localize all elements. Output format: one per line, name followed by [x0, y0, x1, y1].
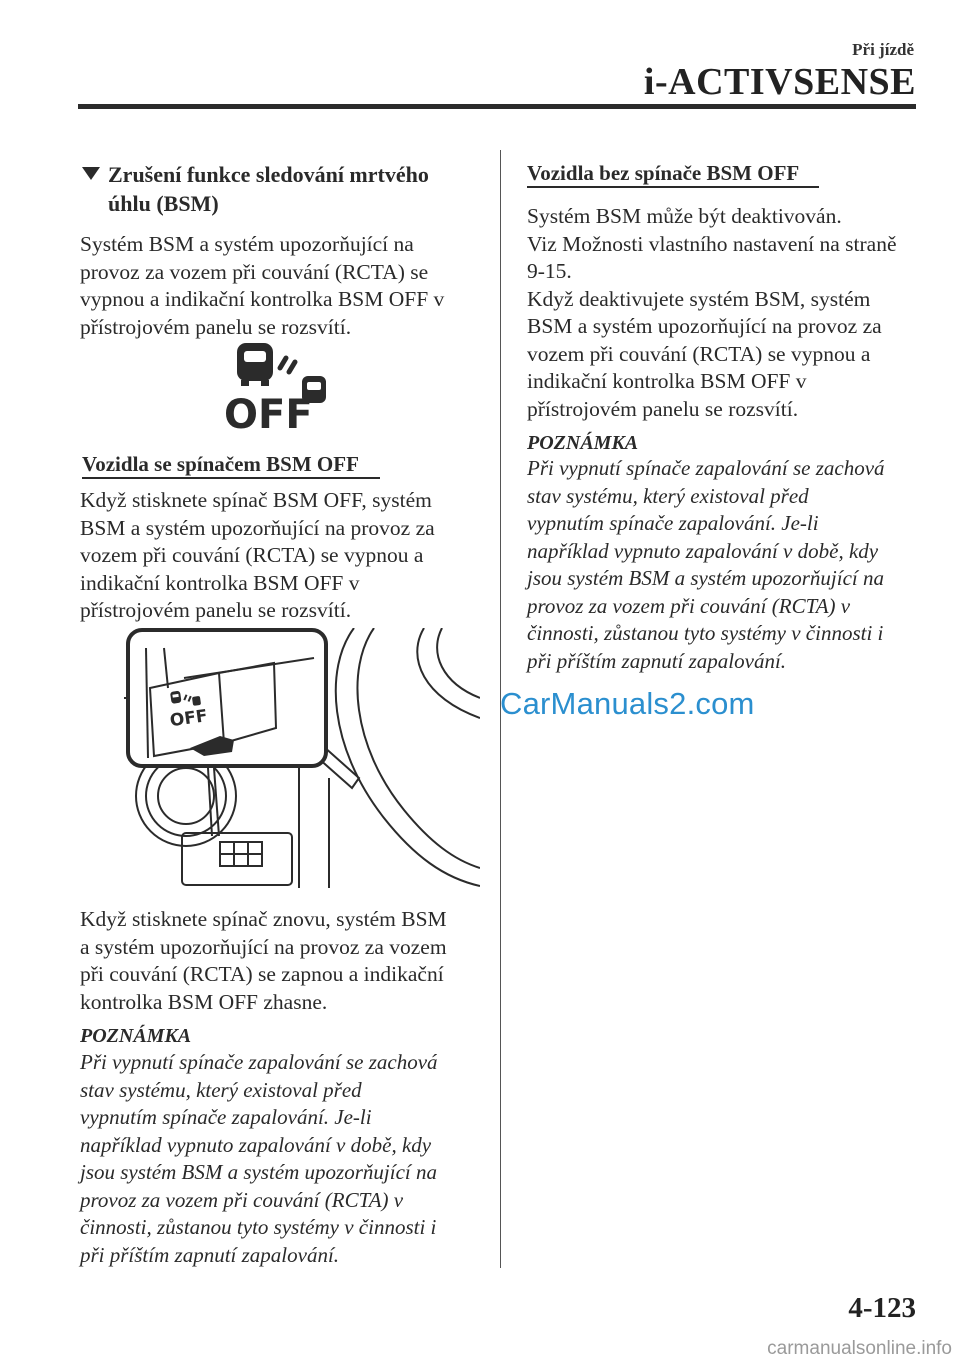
note-text: Při vypnutí spínače zapalování se zachová stav systému, který existoval před vypnutím spínače zapalování. Je-li například vypnuto zapalování v době, kdy jsou systém BSM a systém upozorňující na provoz za vozem při couvání (RCTA) v činnosti, zůstanou tyto systémy v činnosti i při příštím zapnutí zapalování. [80, 1050, 438, 1267]
subheading-underline-right [527, 186, 819, 188]
paragraph-switch-again: Když stisknete spínač znovu, systém BSM a systém upozorňující na provoz za vozem při couvání (RCTA) se zapnou a indikační kontrolka BSM OFF zhasne. [80, 907, 447, 1014]
page-number: 4-123 [848, 1292, 916, 1324]
paragraph-with-switch: Když stisknete spínač BSM OFF, systém BSM a systém upozorňující na provoz za vozem při couvání (RCTA) se vypnou a indikační kontrolka BSM OFF v přístrojovém panelu se rozsvítí. [80, 488, 435, 622]
bsm-off-indicator-icon [222, 338, 334, 430]
note-label-right: POZNÁMKA [527, 432, 639, 454]
chapter-title: i-ACTIVSENSE [643, 61, 916, 103]
switch-off-text: OFF [168, 706, 209, 732]
subheading-without-switch: Vozidla bez spínače BSM OFF [527, 161, 800, 185]
intro-paragraph: Systém BSM a systém upozorňující na provoz za vozem při couvání (RCTA) se vypnou a indikační kontrolka BSM OFF v přístrojovém panelu se rozsvítí. [80, 232, 445, 339]
note-label: POZNÁMKA [80, 1025, 192, 1047]
footer-url-link[interactable]: carmanualsonline.info [767, 1338, 952, 1359]
section-heading-line2: úhlu (BSM) [108, 191, 219, 216]
indicator-off-text: OFF [224, 392, 313, 430]
watermark-link[interactable]: CarManuals2.com [500, 686, 755, 721]
note-text-right: Při vypnutí spínače zapalování se zachová stav systému, který existoval před vypnutím spínače zapalování. Je-li například vypnuto zapalování v době, kdy jsou systém BSM a systém upozorňující na provoz za vozem při couvání (RCTA) v činnosti, zůstanou tyto systémy v činnosti i při příštím zapnutí zapalování. [527, 456, 885, 673]
paragraph-without-switch: Systém BSM může být deaktivován. Viz Možnosti vlastního nastavení na straně 9-15. Když deaktivujete systém BSM, systém BSM a systém upozorňující na provoz za vozem při couvání (RCTA) se vypnou a indikační kontrolka BSM OFF v přístrojovém panelu se rozsvítí. [527, 204, 897, 421]
subheading-with-switch: Vozidla se spínačem BSM OFF [82, 452, 359, 476]
subheading-underline [82, 477, 380, 479]
dashboard-switch-illustration [124, 628, 480, 888]
triangle-bullet-icon [82, 167, 100, 180]
section-heading: Zrušení funkce sledování mrtvého [82, 160, 429, 190]
section-name: Při jízdě [852, 40, 914, 59]
header-rule [78, 104, 916, 109]
